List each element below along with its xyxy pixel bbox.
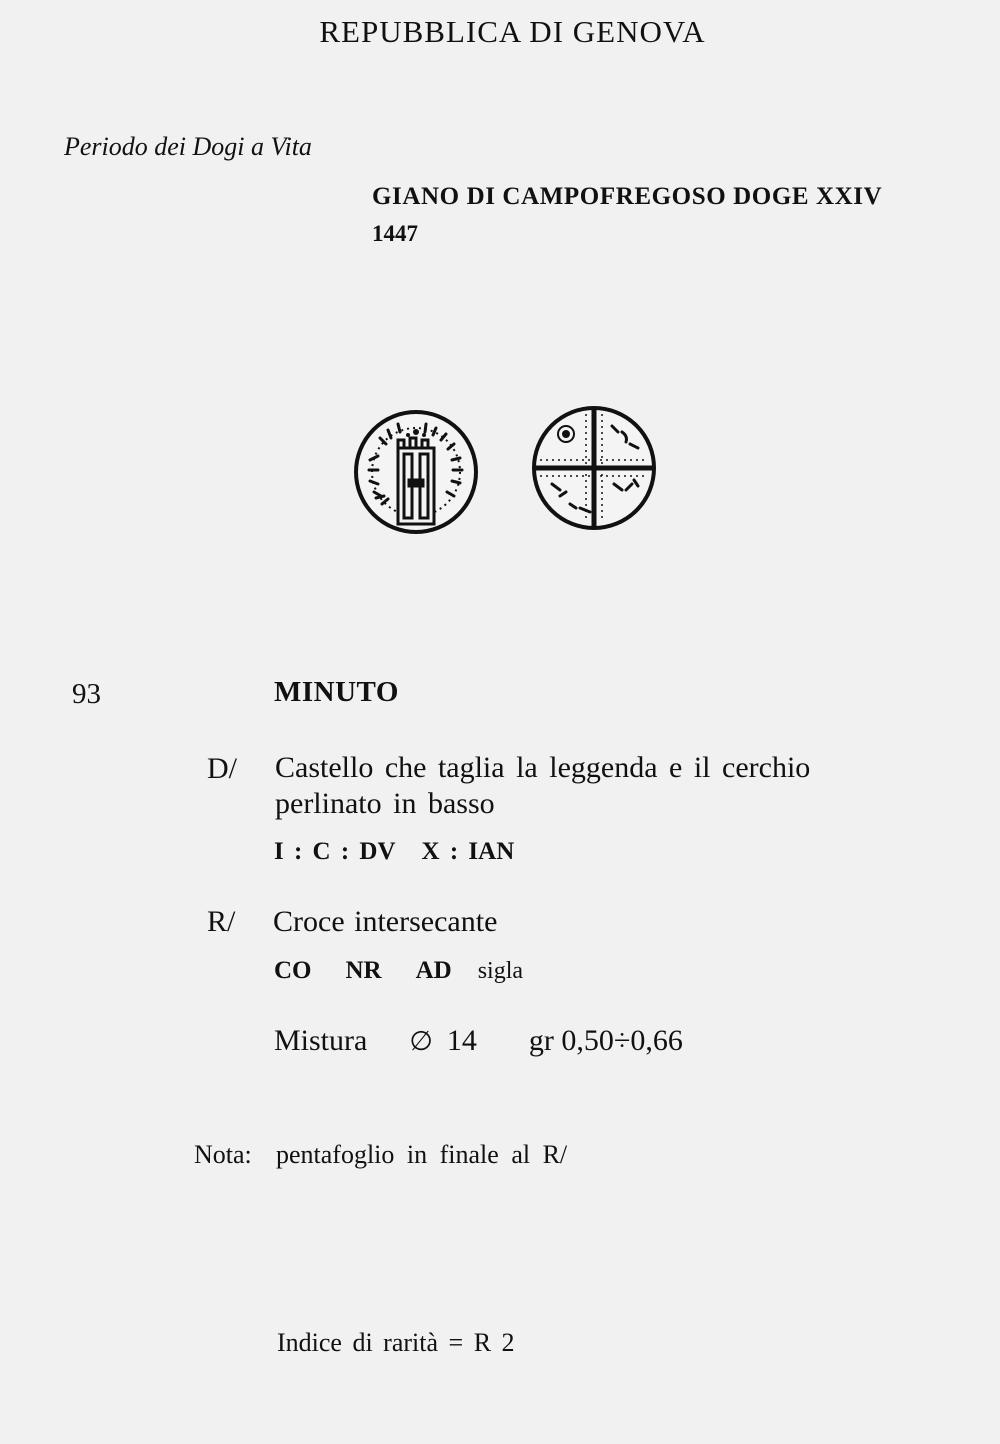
metal: Mistura xyxy=(274,1024,368,1057)
note-text: pentafoglio in finale al R/ xyxy=(276,1140,568,1169)
obverse-label: D/ xyxy=(207,752,237,785)
obverse-description-line1: Castello che taglia la leggenda e il cerchio xyxy=(275,751,811,784)
obverse-description-line2: perlinato in basso xyxy=(275,787,495,820)
coin-reverse-illustration xyxy=(530,404,658,532)
catalogue-number: 93 xyxy=(72,678,101,710)
diameter-icon: ∅ xyxy=(409,1026,433,1056)
page-title: REPUBBLICA DI GENOVA xyxy=(319,14,706,49)
reverse-legend xyxy=(274,957,523,985)
period-heading: Periodo dei Dogi a Vita xyxy=(64,132,312,161)
diameter-value: 14 xyxy=(446,1024,477,1057)
reverse-legend-part: AD xyxy=(415,957,452,984)
ruler-year: 1447 xyxy=(372,221,418,246)
ruler-heading: GIANO DI CAMPOFREGOSO DOGE XXIV xyxy=(372,183,883,210)
specs-row xyxy=(274,1024,683,1058)
reverse-legend-part: NR xyxy=(345,957,382,984)
weight-value: gr 0,50÷0,66 xyxy=(528,1024,683,1057)
rarity-index: Indice di rarità = R 2 xyxy=(277,1328,515,1357)
reverse-legend-part: CO xyxy=(274,957,312,984)
obverse-legend-part: X : IAN xyxy=(421,838,515,865)
reverse-label: R/ xyxy=(207,905,236,938)
reverse-legend-suffix: sigla xyxy=(477,958,524,984)
coin-name: MINUTO xyxy=(274,676,399,708)
reverse-description: Croce intersecante xyxy=(273,905,498,938)
note-label: Nota: xyxy=(194,1140,252,1169)
obverse-legend-part: I : C : DV xyxy=(274,838,396,865)
coin-obverse-illustration xyxy=(352,408,480,536)
obverse-legend xyxy=(274,838,514,866)
